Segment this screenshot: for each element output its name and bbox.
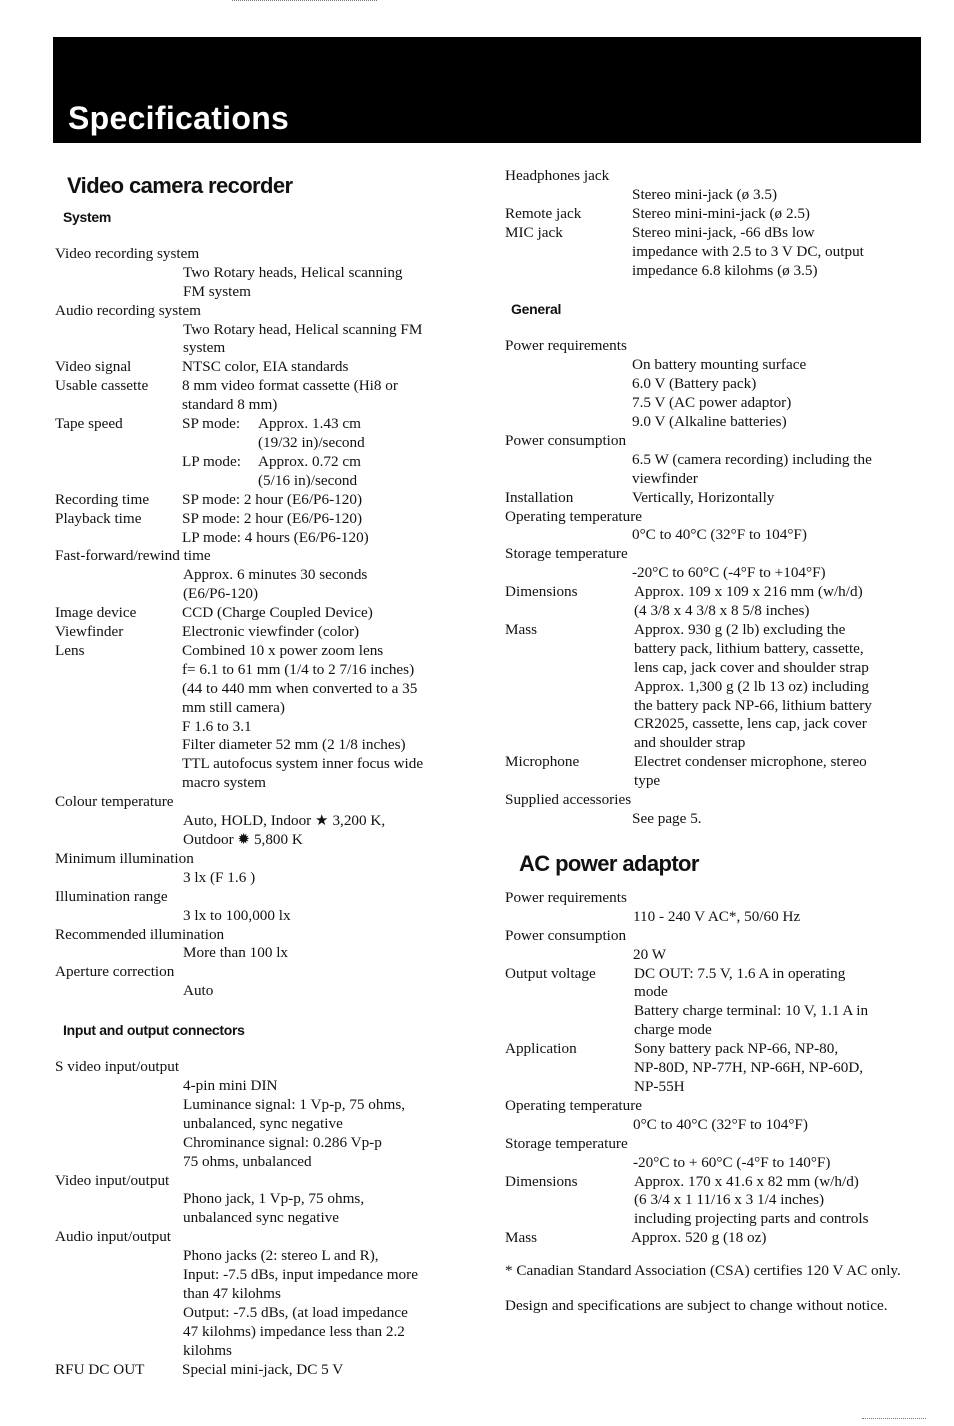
spec-value-line: type xyxy=(634,772,661,790)
top-crop-mark xyxy=(232,0,377,1)
spec-ac-power-requirements xyxy=(505,889,925,927)
spec-label: Mass xyxy=(505,620,538,638)
spec-value-line: standard 8 mm) xyxy=(182,396,278,414)
spec-value: Electronic viewfinder (color) xyxy=(182,623,360,641)
spec-label: S video input/output xyxy=(55,1058,180,1076)
spec-supplied-accessories xyxy=(505,791,925,829)
spec-storage-temperature xyxy=(505,545,925,583)
spec-value-line: Sony battery pack NP-66, NP-80, xyxy=(634,1040,839,1058)
spec-value-line: NP-55H xyxy=(634,1077,685,1095)
spec-value-line: unbalanced, sync negative xyxy=(183,1114,343,1132)
spec-label: Image device xyxy=(55,604,137,622)
spec-svideo xyxy=(55,1058,485,1171)
spec-value-line: than 47 kilohms xyxy=(183,1284,281,1302)
spec-value-line: (5/16 in)/second xyxy=(258,471,358,489)
spec-image-device xyxy=(55,604,485,623)
spec-value-line: FM system xyxy=(183,282,251,300)
spec-illumination-range xyxy=(55,888,485,926)
spec-value: 3 lx (F 1.6 ) xyxy=(183,868,256,886)
spec-installation xyxy=(505,489,925,508)
spec-value-line: Approx. 1.43 cm xyxy=(258,415,361,433)
change-notice: Design and specifications are subject to change without notice. xyxy=(505,1297,888,1315)
spec-ac-operating-temperature xyxy=(505,1097,925,1135)
spec-value-line: Two Rotary head, Helical scanning FM xyxy=(183,320,423,338)
spec-value-line: Electret condenser microphone, stereo xyxy=(634,753,867,771)
spec-value-line: Chrominance signal: 0.286 Vp-p xyxy=(183,1133,382,1151)
page-title: Specifications xyxy=(68,100,290,136)
spec-value-line: mm still camera) xyxy=(182,698,285,716)
spec-value-line: Stereo mini-jack, -66 dBs low xyxy=(632,223,815,241)
spec-label: Usable cassette xyxy=(55,377,149,395)
spec-value: -20°C to + 60°C (-4°F to 140°F) xyxy=(633,1153,831,1171)
spec-label: Application xyxy=(505,1040,577,1058)
spec-value-line: 6.5 W (camera recording) including the xyxy=(632,450,872,468)
section-title-vcr: Video camera recorder xyxy=(67,173,293,198)
spec-label: Lens xyxy=(55,641,85,659)
spec-label: Microphone xyxy=(505,753,580,771)
spec-value: 20 W xyxy=(633,945,667,963)
spec-value: Stereo mini-mini-jack (ø 2.5) xyxy=(632,204,810,222)
spec-dimensions xyxy=(505,583,925,621)
spec-value: Auto xyxy=(183,982,214,1000)
spec-value-line: unbalanced sync negative xyxy=(183,1209,340,1227)
right-column xyxy=(505,167,925,1316)
spec-value-line: Two Rotary heads, Helical scanning xyxy=(183,263,403,281)
spec-operating-temperature xyxy=(505,508,925,546)
spec-label: Colour temperature xyxy=(55,793,174,811)
mode-label: SP mode: xyxy=(182,415,241,433)
spec-value-line: (4 3/8 x 4 3/8 x 8 5/8 inches) xyxy=(634,602,810,620)
spec-label: Aperture correction xyxy=(55,963,175,981)
spec-video-io xyxy=(55,1172,485,1229)
spec-ac-output-voltage xyxy=(505,965,925,1041)
spec-label: Video input/output xyxy=(55,1171,170,1189)
spec-value-line: Approx. 1,300 g (2 lb 13 oz) including xyxy=(634,677,869,695)
spec-label: Video recording system xyxy=(55,244,200,262)
spec-value-line: Input: -7.5 dBs, input impedance more xyxy=(183,1266,418,1284)
spec-remote-jack xyxy=(505,205,925,224)
spec-playback-time xyxy=(55,510,485,548)
spec-value-line: On battery mounting surface xyxy=(632,356,807,374)
spec-ac-mass xyxy=(505,1229,925,1248)
section-title-ac-adaptor: AC power adaptor xyxy=(519,850,699,876)
spec-label: Power requirements xyxy=(505,337,627,355)
spec-value: -20°C to 60°C (-4°F to +104°F) xyxy=(632,564,826,582)
spec-value: 0°C to 40°C (32°F to 104°F) xyxy=(632,526,807,544)
spec-power-requirements xyxy=(505,337,925,432)
spec-value-line: the battery pack NP-66, lithium battery xyxy=(634,696,872,714)
spec-value-line: Battery charge terminal: 10 V, 1.1 A in xyxy=(634,1002,869,1020)
spec-label: Storage temperature xyxy=(505,545,628,563)
spec-label: Recording time xyxy=(55,490,150,508)
spec-value-line: 6.0 V (Battery pack) xyxy=(632,375,757,393)
spec-label: Power consumption xyxy=(505,926,627,944)
spec-value-line: f= 6.1 to 61 mm (1/4 to 2 7/16 inches) xyxy=(182,660,415,678)
spec-label: Viewfinder xyxy=(55,623,124,641)
spec-value-line: 9.0 V (Alkaline batteries) xyxy=(632,412,787,430)
spec-value: Approx. 520 g (18 oz) xyxy=(631,1229,767,1247)
spec-value: See page 5. xyxy=(632,810,702,827)
spec-value-line: charge mode xyxy=(634,1021,712,1039)
subsection-title-system: System xyxy=(63,209,112,225)
spec-label: Storage temperature xyxy=(505,1134,628,1152)
spec-value-line: 4-pin mini DIN xyxy=(183,1076,278,1094)
spec-label: Dimensions xyxy=(505,1172,578,1190)
spec-value-line: (19/32 in)/second xyxy=(258,433,365,451)
spec-value-line: kilohms xyxy=(183,1341,232,1359)
spec-value-line: SP mode: 2 hour (E6/P6-120) xyxy=(182,509,362,527)
spec-value-line: Luminance signal: 1 Vp-p, 75 ohms, xyxy=(183,1095,406,1113)
spec-video-signal xyxy=(55,358,485,377)
spec-label: Recommended illumination xyxy=(55,925,225,943)
subsection-title-io: Input and output connectors xyxy=(63,1022,245,1039)
csa-footnote: * Canadian Standard Association (CSA) certifies 120 V AC only. xyxy=(505,1262,901,1280)
spec-value: Special mini-jack, DC 5 V xyxy=(182,1360,344,1378)
spec-microphone xyxy=(505,753,925,791)
spec-recording-time xyxy=(55,491,485,510)
spec-value: CCD (Charge Coupled Device) xyxy=(182,604,373,622)
spec-value: Stereo mini-jack (ø 3.5) xyxy=(632,185,778,203)
spec-value: 110 - 240 V AC*, 50/60 Hz xyxy=(633,907,801,925)
spec-value-line: Approx. 6 minutes 30 seconds xyxy=(183,566,368,584)
spec-value-line: 7.5 V (AC power adaptor) xyxy=(632,394,792,412)
spec-value-line: (44 to 440 mm when converted to a 35 xyxy=(182,679,418,697)
spec-value-line: Approx. 170 x 41.6 x 82 mm (w/h/d) xyxy=(634,1172,859,1190)
subsection-title-general: General xyxy=(511,301,562,318)
spec-value-line: battery pack, lithium battery, cassette, xyxy=(634,639,864,657)
spec-value-line: LP mode: 4 hours (E6/P6-120) xyxy=(182,528,369,546)
spec-mass xyxy=(505,621,925,753)
spec-usable-cassette xyxy=(55,377,485,415)
spec-label: Mass xyxy=(505,1229,538,1247)
spec-value: 0°C to 40°C (32°F to 104°F) xyxy=(633,1115,808,1133)
spec-value: 3 lx to 100,000 lx xyxy=(183,906,291,924)
spec-ac-application xyxy=(505,1040,925,1097)
spec-value: NTSC color, EIA standards xyxy=(182,358,349,376)
spec-value-line: system xyxy=(183,339,226,357)
spec-label: Operating temperature xyxy=(505,1096,643,1114)
spec-audio-recording xyxy=(55,302,485,359)
spec-value-line: F 1.6 to 3.1 xyxy=(182,717,252,735)
spec-value-line: impedance with 2.5 to 3 V DC, output xyxy=(632,242,864,260)
spec-value-line: Output: -7.5 dBs, (at load impedance xyxy=(183,1303,408,1321)
spec-value-line: (6 3/4 x 1 11/16 x 3 1/4 inches) xyxy=(634,1191,825,1209)
spec-label: Operating temperature xyxy=(505,507,643,525)
spec-value-line: 8 mm video format cassette (Hi8 or xyxy=(182,377,398,395)
spec-headphones-jack xyxy=(505,167,925,205)
spec-value-line: Approx. 930 g (2 lb) excluding the xyxy=(634,620,846,638)
spec-value-line: 47 kilohms) impedance less than 2.2 xyxy=(183,1322,405,1340)
mode-label: LP mode: xyxy=(182,452,241,470)
spec-value-line: TTL autofocus system inner focus wide xyxy=(182,755,424,773)
spec-value-line: Outdoor ✹ 5,800 K xyxy=(183,831,303,848)
spec-value: More than 100 lx xyxy=(183,944,289,962)
spec-value-line: and shoulder strap xyxy=(634,734,746,752)
spec-label: Installation xyxy=(505,488,574,506)
spec-value-line: Filter diameter 52 mm (2 1/8 inches) xyxy=(182,736,406,754)
spec-label: Supplied accessories xyxy=(505,791,632,809)
spec-value-line: Approx. 0.72 cm xyxy=(258,452,361,470)
spec-value-line: CR2025, cassette, lens cap, jack cover xyxy=(634,715,867,733)
spec-viewfinder xyxy=(55,623,485,642)
spec-value: SP mode: 2 hour (E6/P6-120) xyxy=(182,490,362,508)
spec-ac-dimensions xyxy=(505,1173,925,1230)
spec-label: RFU DC OUT xyxy=(55,1360,145,1378)
spec-label: Audio recording system xyxy=(55,301,201,319)
left-column xyxy=(55,172,485,1379)
spec-label: Minimum illumination xyxy=(55,849,194,867)
spec-label: Headphones jack xyxy=(505,167,610,184)
spec-label: Audio input/output xyxy=(55,1228,172,1246)
spec-value-line: lens cap, jack cover and shoulder strap xyxy=(634,658,869,676)
spec-label: Fast-forward/rewind time xyxy=(55,547,211,565)
spec-value-line: impedance 6.8 kilohms (ø 3.5) xyxy=(632,261,818,279)
spec-recommended-illumination xyxy=(55,926,485,964)
spec-ac-storage-temperature xyxy=(505,1135,925,1173)
spec-tape-speed xyxy=(55,415,485,491)
spec-label: Playback time xyxy=(55,509,142,527)
spec-minimum-illumination xyxy=(55,850,485,888)
spec-value-line: Combined 10 x power zoom lens xyxy=(182,641,384,659)
spec-value-line: Approx. 109 x 109 x 216 mm (w/h/d) xyxy=(634,583,863,601)
spec-label: MIC jack xyxy=(505,223,563,241)
spec-label: Output voltage xyxy=(505,964,596,982)
spec-colour-temperature xyxy=(55,793,485,850)
spec-power-consumption xyxy=(505,432,925,489)
spec-label: Power consumption xyxy=(505,431,627,449)
spec-video-recording xyxy=(55,245,485,302)
spec-value-line: NP-80D, NP-77H, NP-66H, NP-60D, xyxy=(634,1059,864,1077)
title-banner xyxy=(53,37,921,143)
spec-ac-power-consumption xyxy=(505,927,925,965)
spec-label: Power requirements xyxy=(505,888,627,906)
spec-aperture-correction xyxy=(55,963,485,1001)
spec-value-line: viewfinder xyxy=(632,469,698,487)
spec-audio-io xyxy=(55,1228,485,1360)
spec-value-line: macro system xyxy=(182,774,266,792)
spec-label: Dimensions xyxy=(505,583,578,601)
spec-ffrew-time xyxy=(55,547,485,604)
spec-label: Tape speed xyxy=(55,415,123,433)
spec-label: Illumination range xyxy=(55,887,168,905)
spec-value-line: including projecting parts and controls xyxy=(634,1210,869,1228)
spec-value: Vertically, Horizontally xyxy=(632,488,775,506)
spec-value-line: DC OUT: 7.5 V, 1.6 A in operating xyxy=(634,964,846,982)
spec-value-line: mode xyxy=(634,983,668,1001)
spec-lens xyxy=(55,642,485,793)
spec-value-line: (E6/P6-120) xyxy=(183,585,259,603)
spec-mic-jack xyxy=(505,224,925,281)
spec-label: Video signal xyxy=(55,358,132,376)
spec-value-line: Auto, HOLD, Indoor ★ 3,200 K, xyxy=(183,812,386,830)
bottom-crop-mark xyxy=(862,1418,926,1419)
spec-rfu-dc-out xyxy=(55,1361,485,1380)
spec-value-line: 75 ohms, unbalanced xyxy=(183,1152,312,1170)
spec-label: Remote jack xyxy=(505,204,582,222)
spec-value-line: Phono jack, 1 Vp-p, 75 ohms, xyxy=(183,1190,365,1208)
spec-value-line: Phono jacks (2: stereo L and R), xyxy=(183,1247,379,1265)
